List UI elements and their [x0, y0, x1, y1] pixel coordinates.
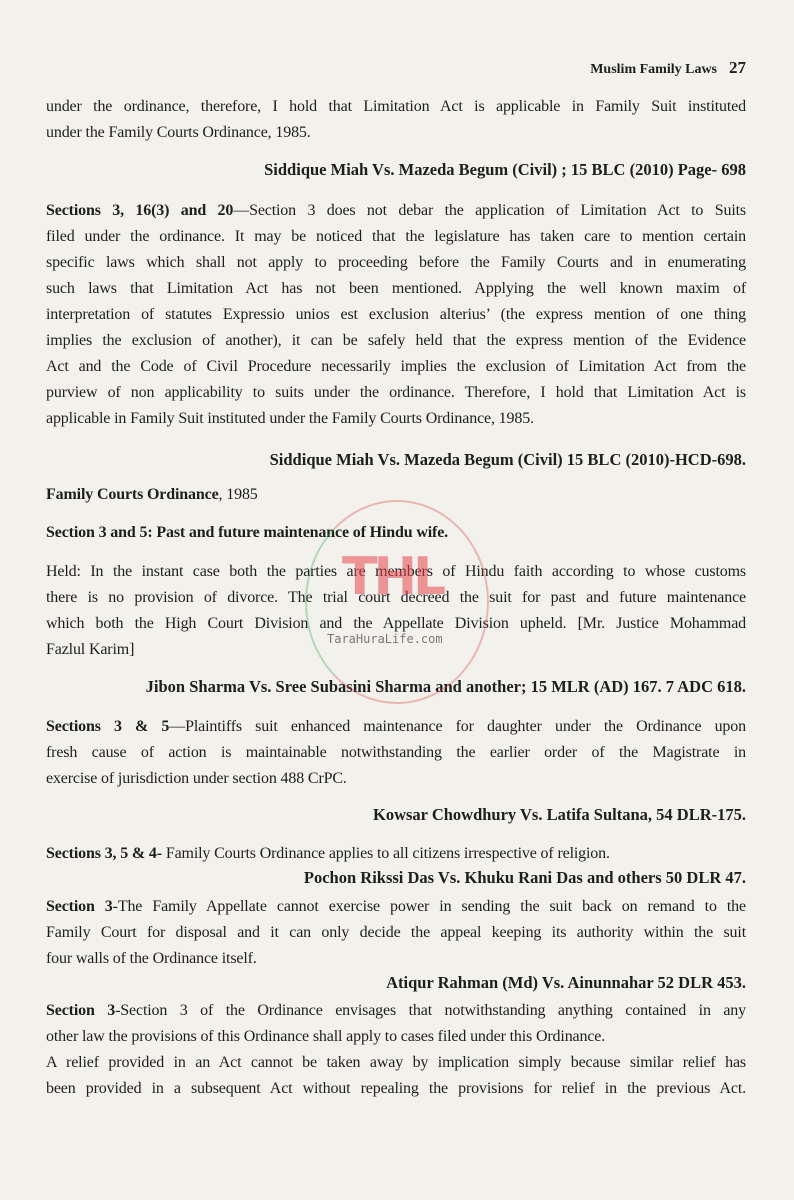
text-line: Held: In the instant case both the parties are members of Hindu faith according to whose customs: [46, 563, 746, 580]
heading-rest: , 1985: [218, 486, 258, 503]
text-line: specific laws which shall not apply to proceeding before the Family Courts and in enumerating: [46, 254, 746, 271]
page-number: 27: [729, 58, 746, 77]
text-line: such laws that Limitation Act has not been mentioned. Applying the well known maxim of: [46, 280, 746, 297]
text-line: [46, 894, 746, 920]
heading-ordinance: [46, 482, 746, 508]
text-run: -The Family Appellate cannot exercise power in sending the suit back on remand to the: [112, 898, 746, 915]
case-citation: Siddique Miah Vs. Mazeda Begum (Civil) ; 15 BLC (2010) Page- 698: [264, 160, 746, 179]
text-line: exercise of jurisdiction under section 488 CrPC.: [46, 770, 347, 787]
text-line: [46, 841, 746, 867]
heading-rest: : Past and future maintenance of Hindu wife.: [147, 524, 448, 541]
text-line: Family Court for disposal and it can only decide the appeal keeping its authority within the suit: [46, 924, 746, 941]
paragraph-3: [46, 559, 746, 663]
running-header: [590, 58, 746, 78]
heading-lead: Family Courts Ordinance: [46, 486, 219, 503]
text-line: fresh cause of action is maintainable notwithstanding the earlier order of the Magistrate in: [46, 744, 746, 761]
heading-lead: Section 3 and 5: [46, 524, 148, 541]
text-line: under the ordinance, therefore, I hold that Limitation Act is applicable in Family Suit instituted: [46, 98, 746, 115]
text-run: -Section 3 of the Ordinance envisages that notwithstanding anything contained in any: [115, 1002, 746, 1019]
paragraph-5: [46, 841, 746, 867]
text-line: which both the High Court Division and the Appellate Division upheld. [Mr. Justice Mohammad: [46, 615, 746, 632]
text-run: —Section 3 does not debar the application of Limitation Act to Suits: [233, 202, 746, 219]
section-lead: Section 3: [46, 898, 113, 915]
text-line: A relief provided in an Act cannot be taken away by implication simply because similar relief has: [46, 1054, 746, 1071]
text-line: Act and the Code of Civil Procedure necessarily implies the exclusion of Limitation Act from the: [46, 358, 746, 375]
watermark-logo-text: THL: [342, 547, 443, 607]
case-citation: Atiqur Rahman (Md) Vs. Ainunnahar 52 DLR 453.: [386, 973, 746, 992]
text-line: four walls of the Ordinance itself.: [46, 950, 257, 967]
heading-section: [46, 520, 746, 546]
case-citation: Siddique Miah Vs. Mazeda Begum (Civil) 15 BLC (2010)-HCD-698.: [269, 450, 746, 469]
text-line: purview of non applicability to suits under the ordinance. Therefore, I hold that Limitation Act is: [46, 384, 746, 401]
text-line: implies the exclusion of another), it can be safely held that the express mention of the Evidence: [46, 332, 746, 349]
text-line: interpretation of statutes Expressio unios est exclusion alterius’ (the express mention of one thing: [46, 306, 746, 323]
text-line: [46, 998, 746, 1024]
paragraph-4: [46, 714, 746, 792]
paragraph-7: [46, 998, 746, 1102]
case-citation: Kowsar Chowdhury Vs. Latifa Sultana, 54 DLR-175.: [373, 805, 746, 824]
case-citation: Pochon Rikssi Das Vs. Khuku Rani Das and others 50 DLR 47.: [303, 868, 746, 887]
text-line: Fazlul Karim]: [46, 641, 135, 658]
section-lead: Sections 3, 5 & 4-: [46, 845, 162, 862]
section-lead: Sections 3 & 5: [46, 718, 170, 735]
text-line: under the Family Courts Ordinance, 1985.: [46, 124, 311, 141]
paragraph-6: [46, 894, 746, 972]
section-lead: Sections 3, 16(3) and 20: [46, 202, 234, 219]
text-line: other law the provisions of this Ordinance shall apply to cases filed under this Ordinance.: [46, 1028, 606, 1045]
text-line: been provided in a subsequent Act without repealing the provisions for relief in the previous Act.: [46, 1080, 746, 1097]
watermark-site: TaraHuraLife.com: [327, 632, 443, 646]
text-line: [46, 714, 746, 740]
paragraph-1: [46, 94, 746, 146]
text-line: there is no provision of divorce. The trial court decreed the suit for past and future maintenance: [46, 589, 746, 606]
text-line: applicable in Family Suit instituted under the Family Courts Ordinance, 1985.: [46, 410, 534, 427]
text-line: filed under the ordinance. It may be noticed that the legislature has taken care to mention certain: [46, 228, 746, 245]
text-run: Family Courts Ordinance applies to all citizens irrespective of religion.: [161, 845, 610, 862]
section-lead: Section 3: [46, 1002, 116, 1019]
text-run: —Plaintiffs suit enhanced maintenance for daughter under the Ordinance upon: [169, 718, 746, 735]
case-citation: Jibon Sharma Vs. Sree Subasini Sharma and another; 15 MLR (AD) 167. 7 ADC 618.: [145, 677, 746, 696]
header-title: Muslim Family Laws: [590, 62, 717, 77]
text-line: [46, 198, 746, 224]
paragraph-2: [46, 198, 746, 432]
